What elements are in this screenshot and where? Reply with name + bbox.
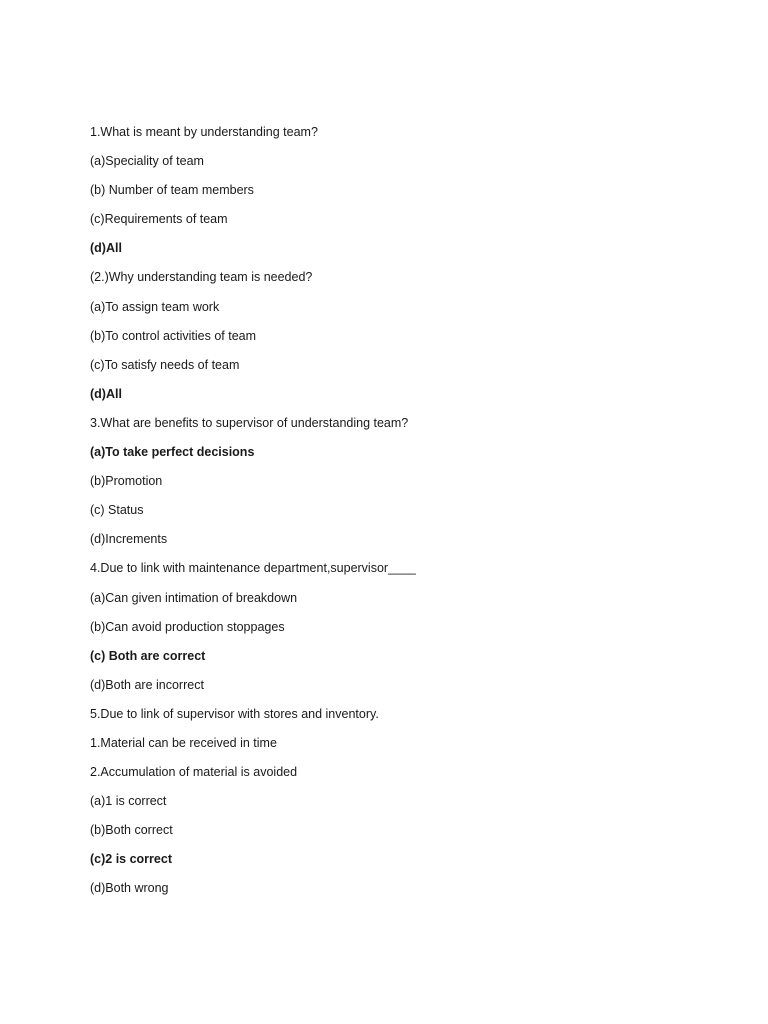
answer-option: 1.Material can be received in time [90,735,277,750]
answer-option: (b)Promotion [90,474,163,489]
answer-option: (b)Can avoid production stoppages [90,619,285,634]
answer-option-correct: (c) Both are correct [90,648,206,663]
answer-option: (a)1 is correct [90,794,167,809]
answer-option: (a)Speciality of team [90,154,204,169]
answer-option: (a)To assign team work [90,299,220,314]
answer-option: 2.Accumulation of material is avoided [90,765,298,780]
answer-option-correct: (c)2 is correct [90,852,172,867]
answer-option: (a)Can given intimation of breakdown [90,590,298,605]
question-text: 4.Due to link with maintenance department,supervisor____ [90,561,416,576]
answer-option-correct: (a)To take perfect decisions [90,445,255,460]
answer-option-correct: (d)All [90,386,122,401]
answer-option: (b) Number of team members [90,183,254,198]
answer-option: (d)Both are incorrect [90,677,204,692]
question-text: 1.What is meant by understanding team? [90,125,318,139]
answer-option: (c) Status [90,503,144,518]
question-text: 3.What are benefits to supervisor of understanding team? [90,415,409,430]
answer-option: (c)To satisfy needs of team [90,357,240,372]
answer-option: (b)Both correct [90,823,173,838]
question-list [90,122,730,908]
question-text: (2.)Why understanding team is needed? [90,270,313,285]
answer-option: (d)Both wrong [90,881,169,896]
question-text: 5.Due to link of supervisor with stores and inventory. [90,706,379,721]
answer-option: (c)Requirements of team [90,212,228,227]
answer-option-correct: (d)All [90,241,122,256]
answer-option: (b)To control activities of team [90,328,257,343]
answer-option: (d)Increments [90,532,168,547]
